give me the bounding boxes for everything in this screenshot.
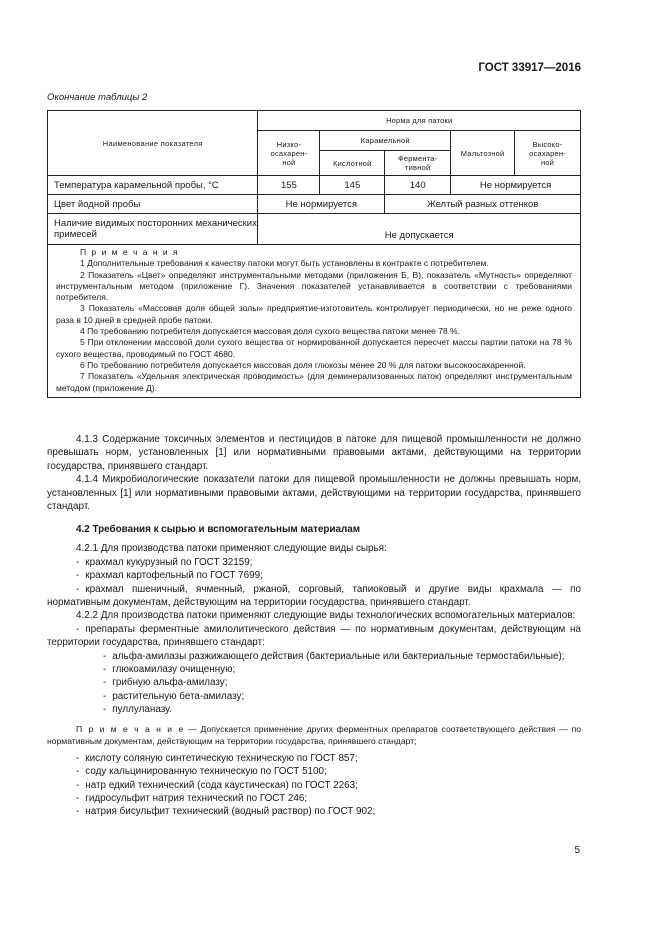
cell-value: 155 (258, 176, 320, 195)
note-item: 4 По требованию потребителя допускается массовая доля сухого вещества патоки менее 78 %. (80, 326, 460, 337)
table-row (48, 195, 581, 214)
header-caramel: Карамельной (320, 131, 451, 151)
paragraph-4-2-1: 4.2.1 Для производства патоки применяют следующие виды сырья: (76, 543, 387, 555)
list-item: - соду кальцинированную техническую по ГОСТ 5100; (76, 766, 327, 778)
cell-value: 145 (320, 176, 385, 195)
spec-table (47, 110, 581, 398)
list-item: - гидросульфит натрия технический по ГОСТ 246; (76, 792, 308, 804)
table-row (48, 214, 581, 245)
list-item: - кислоту соляную синтетическую техническую по ГОСТ 857; (76, 752, 358, 764)
list-item: - растительную бета-амилазу; (103, 690, 245, 702)
header-norm: Норма для патоки (258, 111, 581, 131)
list-item: - натрия бисульфит технический (водный раствор) по ГОСТ 902; (76, 806, 376, 818)
cell-value: 140 (385, 176, 451, 195)
page-number: 5 (574, 845, 580, 856)
note-item: 5 При отклонении массовой доли сухого вещества от нормированной допускается пересчет массы партии патоки на 78 % сухого вещества, проводимый по ГОСТ 4680. (56, 337, 572, 359)
cell-value: Не нормируется (258, 195, 385, 214)
paragraph-4-1-3: 4.1.3 Содержание токсичных элементов и пестицидов в патоке для пищевой промышленности не должно превышать норм, установленных [1] или нормативными правовыми актами, действующими на территории государства, принявшего стандарт. (47, 434, 581, 472)
row-name: Наличие видимых посторонних механических примесей (48, 214, 258, 245)
table-notes (48, 245, 581, 398)
note-item: 1 Дополнительные требования к качеству патоки могут быть установлены в контракте с потребителем. (80, 258, 489, 269)
note-paragraph: П р и м е ч а н и е — Допускается применение других ферментных препаратов соответствующего действия — по нормативным документам, действующим на территории государства, принявшего стандарт; (47, 723, 581, 746)
table-row (48, 176, 581, 195)
cell-value: Не допускается (258, 214, 581, 245)
note-item: 3 Показатель «Массовая доля общей золы» предприятие-изготовитель контролирует периодически, но не реже одного раза в 10 дней в средней пробе патоки. (56, 303, 572, 325)
header-acid: Кислотной (320, 151, 385, 176)
note-item: 2 Показатель «Цвет» определяют инструментальными методами (приложения Б, В), показатель «Мутность» определяют инструментальным методом (приложение Г). Значения показателей устанавливается в соответствии с требованиями потребителя. (56, 269, 572, 303)
note-item: 7 Показатель «Удельная электрическая проводимость» (для деминерализованных паток) определяют инструментальным методом (приложение Д). (56, 371, 572, 393)
header-maltose: Мальтозной (451, 131, 515, 176)
header-low-sugar: Низко- осахарен- ной (258, 131, 320, 176)
note-item: 6 По требованию потребителя допускается массовая доля глюкозы менее 20 % для патоки высокоосахаренной. (80, 359, 526, 370)
list-item: - крахмал пшеничный, ячменный, ржаной, сорговый, тапиоковый и другие виды крахмала — по нормативным документам, действующим на территории государства, принявшего стандарт. (47, 583, 581, 609)
header-enzymatic: Фермента- тивной (385, 151, 451, 176)
list-item: - натр едкий технический (сода каустическая) по ГОСТ 2263; (76, 779, 358, 791)
list-item: - крахмал кукурузный по ГОСТ 32159; (76, 556, 253, 568)
table-caption: Окончание таблицы 2 (47, 92, 148, 103)
document-code: ГОСТ 33917—2016 (478, 62, 581, 74)
cell-value: Желтый разных оттенков (385, 195, 581, 214)
body-section-4-2 (47, 523, 581, 819)
paragraph-4-1-4: 4.1.4 Микробиологические показатели патоки для пищевой промышленности не должны превышать норм, установленных [1] или нормативными правовыми актами, действующими на территории государства, принявшего стандарт. (47, 474, 581, 513)
cell-value: Не нормируется (451, 176, 581, 195)
header-high-sugar: Высоко- осахарен- ной (515, 131, 581, 176)
list-item: - пуллуланазу. (103, 704, 172, 716)
list-item: - препараты ферментные амилолитического действия — по нормативным документам, действующим на территории государства, принявшего стандарт: (47, 623, 581, 649)
list-item: - глюкоамилазу очищенную; (103, 664, 236, 676)
header-indicator-name: Наименование показателя (48, 111, 258, 176)
list-item: - альфа-амилазы разжижающего действия (бактериальные или бактериальные термостабильные); (103, 650, 565, 662)
list-item: - грибную альфа-амилазу; (103, 677, 228, 689)
row-name: Цвет йодной пробы (48, 195, 258, 214)
paragraph-4-2-2: 4.2.2 Для производства патоки применяют следующие виды технологических вспомогательных материалов: (76, 610, 576, 622)
body-section-4-1 (47, 433, 581, 513)
row-name: Температура карамельной пробы, °С (48, 176, 258, 195)
list-item: - крахмал картофельный по ГОСТ 7699; (76, 570, 263, 582)
notes-title: П р и м е ч а н и я (80, 247, 180, 257)
section-heading: 4.2 Требования к сырью и вспомогательным материалам (76, 524, 361, 535)
